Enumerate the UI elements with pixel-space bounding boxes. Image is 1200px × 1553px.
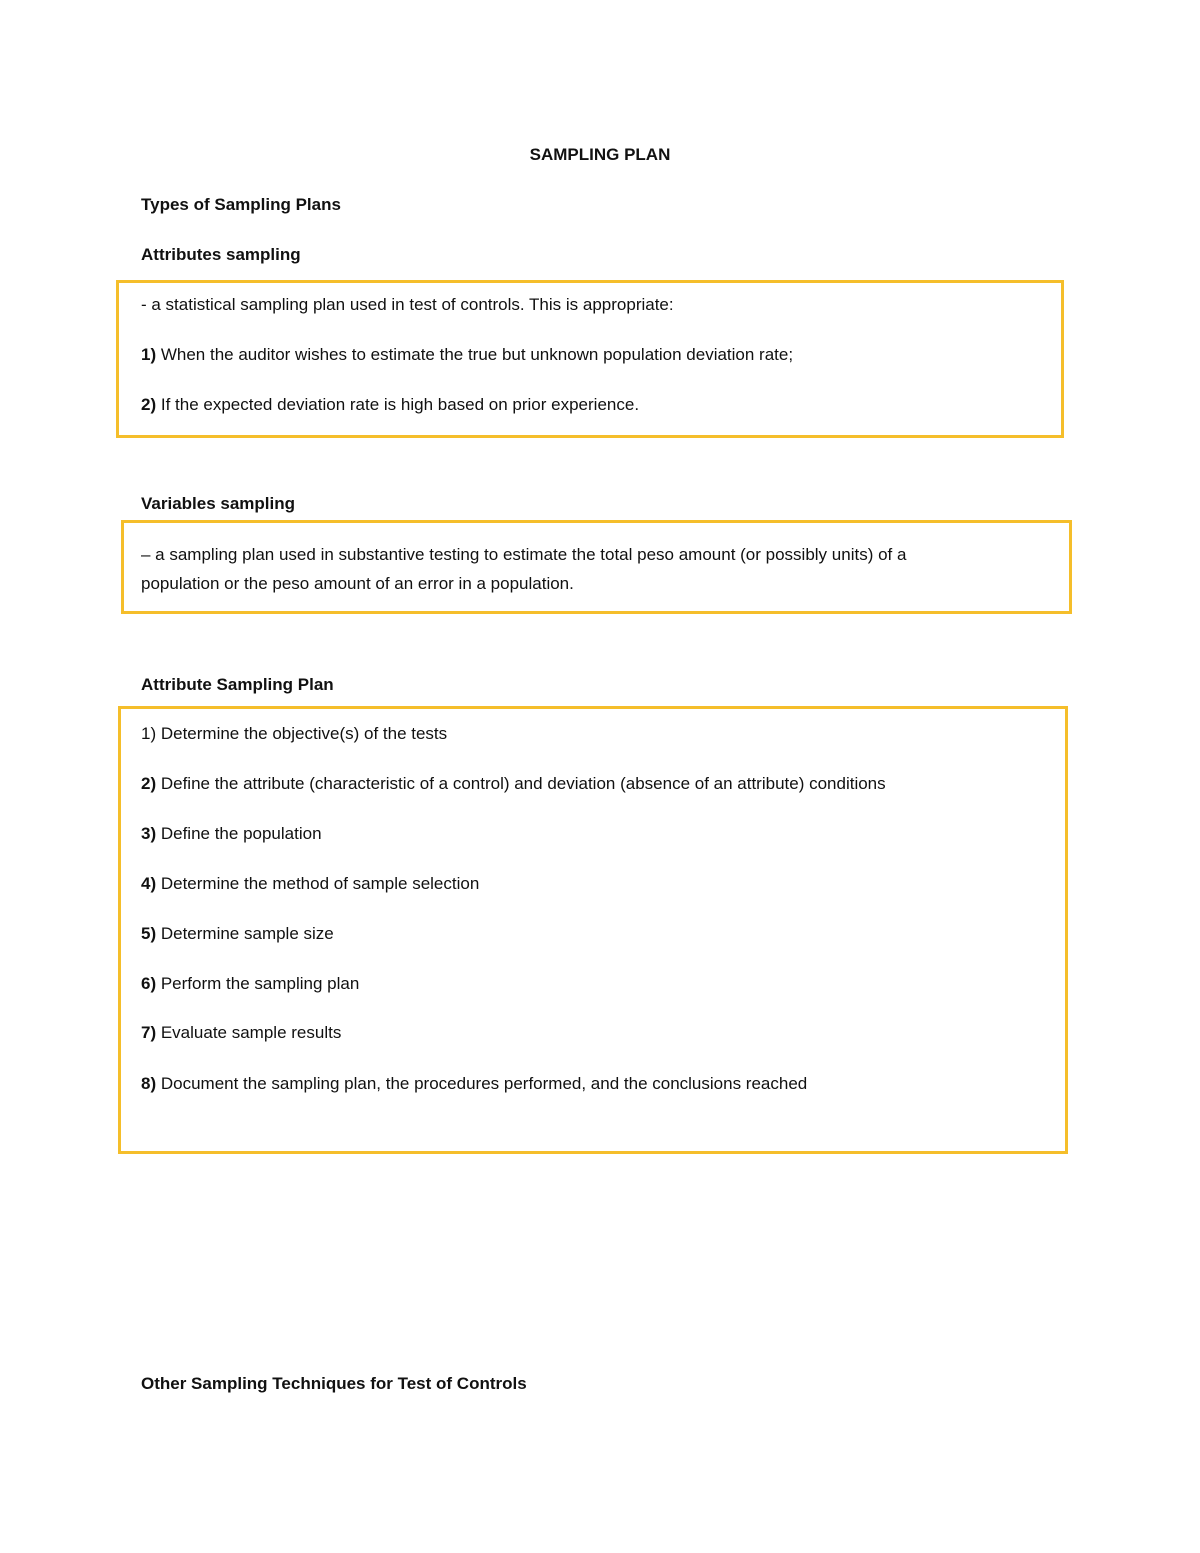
step-number: 7) — [141, 1023, 157, 1042]
variables-sampling-box — [121, 520, 1072, 614]
step-text: Perform the sampling plan — [156, 974, 360, 993]
item-text: If the expected deviation rate is high based on prior experience. — [156, 395, 640, 414]
step-number: 8) — [141, 1074, 157, 1093]
attribute-sampling-plan-heading: Attribute Sampling Plan — [141, 675, 334, 694]
step-number: 4) — [141, 874, 157, 893]
plan-step — [141, 874, 479, 894]
page-title: SAMPLING PLAN — [529, 145, 671, 164]
plan-step — [141, 974, 359, 994]
variables-sampling-heading: Variables sampling — [141, 494, 296, 513]
step-text: Determine the objective(s) of the tests — [156, 724, 448, 743]
step-text: Determine sample size — [156, 924, 334, 943]
item-text: When the auditor wishes to estimate the true but unknown population deviation rate; — [156, 345, 794, 364]
step-text: Define the attribute (characteristic of a control) and deviation (absence of an attribute) conditions — [156, 774, 886, 793]
step-number: 2) — [141, 774, 157, 793]
item-number: 1) — [141, 345, 157, 364]
step-text: Document the sampling plan, the procedures performed, and the conclusions reached — [156, 1074, 808, 1093]
plan-step — [141, 1023, 341, 1043]
types-heading: Types of Sampling Plans — [141, 195, 341, 214]
plan-step — [141, 924, 334, 944]
step-number: 6) — [141, 974, 157, 993]
step-text: Define the population — [156, 824, 322, 843]
step-text: Determine the method of sample selection — [156, 874, 480, 893]
variables-sampling-line-1: – a sampling plan used in substantive testing to estimate the total peso amount (or possibly units) of a — [141, 545, 907, 564]
plan-step — [141, 774, 886, 794]
plan-step — [141, 824, 322, 844]
step-number: 5) — [141, 924, 157, 943]
attributes-sampling-item — [141, 345, 793, 365]
plan-step — [141, 724, 447, 744]
variables-sampling-line-2: population or the peso amount of an error in a population. — [141, 574, 574, 593]
attributes-sampling-intro: - a statistical sampling plan used in test of controls. This is appropriate: — [141, 295, 674, 314]
item-number: 2) — [141, 395, 157, 414]
step-number: 3) — [141, 824, 157, 843]
other-techniques-heading: Other Sampling Techniques for Test of Controls — [141, 1374, 527, 1393]
attributes-sampling-item — [141, 395, 639, 415]
plan-step — [141, 1074, 807, 1094]
attributes-sampling-heading: Attributes sampling — [141, 245, 301, 264]
step-number: 1) — [141, 724, 157, 743]
step-text: Evaluate sample results — [156, 1023, 342, 1042]
